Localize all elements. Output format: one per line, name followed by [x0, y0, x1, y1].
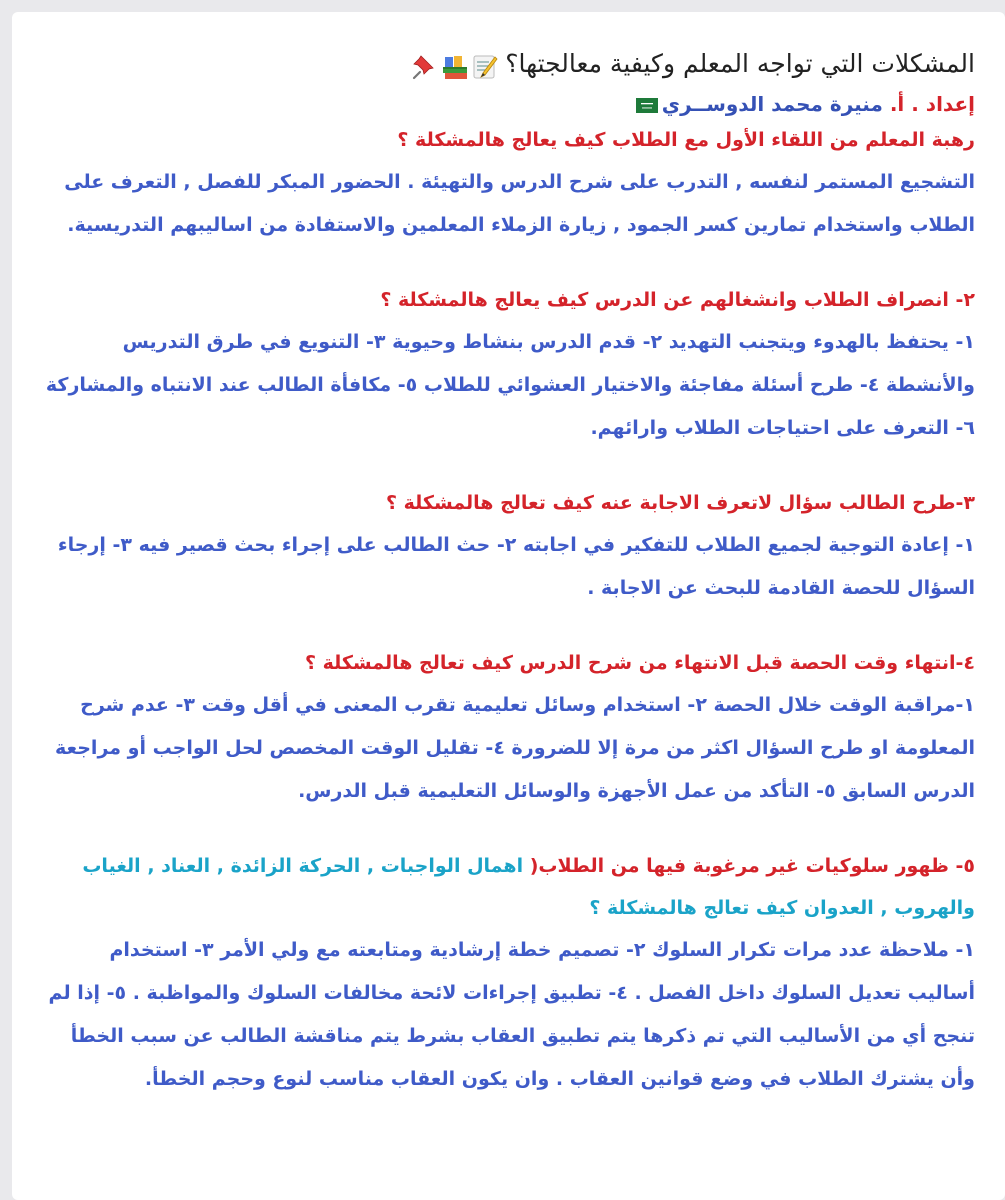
section-5-question-main: ٥- ظهور سلوكيات غير مرغوبة فيها من الطلاب(	[529, 854, 975, 877]
section-4-question: ٤-انتهاء وقت الحصة قبل الانتهاء من شرح الدرس كيف تعالج هالمشكلة ؟	[304, 651, 975, 674]
section-3-answer: ١- إعادة التوجية لجميع الطلاب للتفكير في اجابته ٢- حث الطالب على إجراء بحث قصير فيه ٣- إرجاء السؤال للحصة القادمة للبحث عن الاجابة .	[57, 533, 975, 599]
spacer	[42, 813, 975, 845]
section-4-answer: ١-مراقبة الوقت خلال الحصة ٢- استخدام وسائل تعليمية تقرب المعنى في أقل وقت ٣- عدم شرح المعلومة او طرح السؤال اكثر من مرة إلا للضرورة ٤- تقليل الوقت المخصص لحل الواجب أو مراجعة الدرس السابق ٥- التأكد من عمل الأجهزة والوسائل التعليمية قبل الدرس.	[54, 693, 975, 802]
note-card	[12, 12, 1005, 1200]
section-2-answer: ١- يحتفظ بالهدوء ويتجنب التهديد ٢- قدم الدرس بنشاط وحيوية ٣- التنويع في طرق التدريس والأنشطة ٤- طرح أسئلة مفاجئة والاختيار العشوائي للطلاب ٥- مكافأة الطالب عند الانتباه والمشاركة ٦- التعرف على احتياجات الطلاب وارائهم.	[45, 330, 975, 439]
spacer	[42, 610, 975, 642]
author-prefix: إعداد . أ.	[889, 91, 975, 116]
section-1-question: رهبة المعلم من اللقاء الأول مع الطلاب كيف يعالج هالمشكلة ؟	[397, 128, 975, 151]
note-content	[42, 46, 975, 1101]
books-icon	[441, 53, 469, 81]
title-text: المشكلات التي تواجه المعلم وكيفية معالجتها؟	[505, 49, 975, 78]
section-5-question	[42, 845, 975, 929]
author-name: منيرة محمد الدوســري	[661, 91, 883, 116]
pushpin-icon	[411, 53, 439, 81]
spacer	[42, 450, 975, 482]
author-line	[42, 89, 975, 119]
title-emojis	[409, 48, 499, 83]
section-5-question-examples: اهمال الواجبات , الحركة الزائدة , العناد , الغياب والهروب , العدوان كيف تعالج هالمشكلة ؟	[82, 854, 975, 919]
page-title	[42, 46, 975, 83]
section-3-question: ٣-طرح الطالب سؤال لاتعرف الاجابة عنه كيف تعالج هالمشكلة ؟	[386, 491, 975, 514]
memo-icon	[471, 53, 499, 81]
saudi-flag-icon	[636, 98, 658, 113]
section-2-question: ٢- انصراف الطلاب وانشغالهم عن الدرس كيف يعالج هالمشكلة ؟	[380, 288, 975, 311]
section-5-answer: ١- ملاحظة عدد مرات تكرار السلوك ٢- تصميم خطة إرشادية ومتابعته مع ولي الأمر ٣- استخدام أساليب تعديل السلوك داخل الفصل . ٤- تطبيق إجراءات لائحة مخالفات السلوك والمواظبة . ٥- إذا لم تنجح أي من الأساليب التي تم ذكرها يتم تطبيق العقاب بشرط يتم مناقشة الطالب عن سبب الخطأ وأن يشترك الطلاب في وضع قوانين العقاب . وان يكون العقاب مناسب لنوع وحجم الخطأ.	[48, 938, 975, 1090]
spacer	[42, 247, 975, 279]
section-1-answer: التشجيع المستمر لنفسه , التدرب على شرح الدرس والتهيئة . الحضور المبكر للفصل , التعرف على الطلاب واستخدام تمارين كسر الجمود , زيارة الزملاء المعلمين والاستفادة من اساليبهم التدريسية.	[64, 170, 975, 236]
